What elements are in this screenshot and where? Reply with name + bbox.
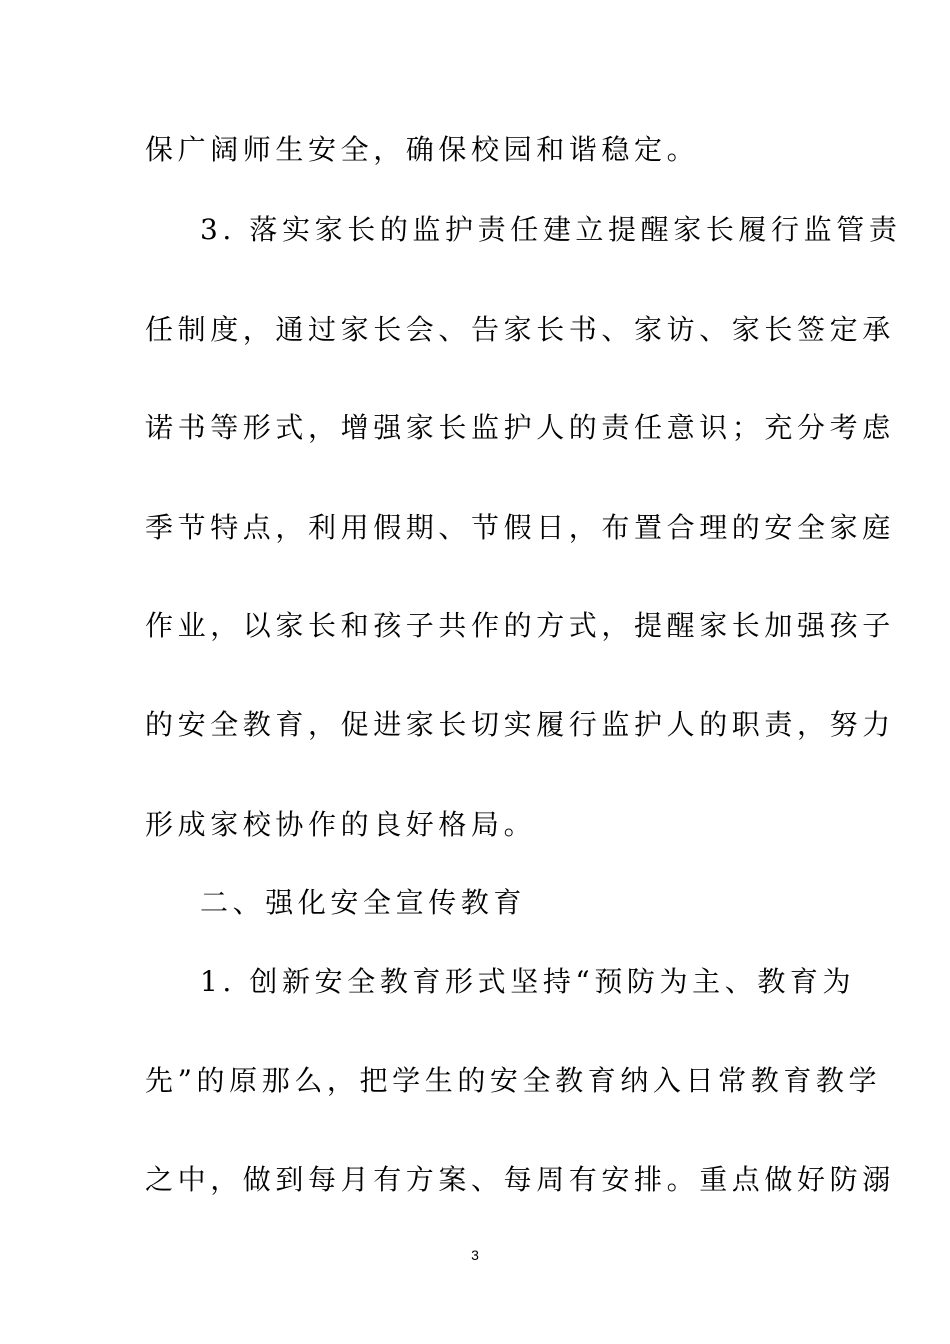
text-line: 形成家校协作的良好格局。 [145,808,537,841]
text-line: 作业，以家长和孩子共作的方式，提醒家长加强孩子 [145,609,895,642]
text-line: 之中，做到每月有方案、每周有安排。重点做好防溺 [145,1163,895,1196]
text-line: 1. 创新安全教育形式坚持“预防为主、教育为 [200,965,856,998]
text-line: 任制度，通过家长会、告家长书、家访、家长签定承 [145,313,895,346]
text-line: 3. 落实家长的监护责任建立提醒家长履行监管责 [200,213,902,246]
text-line: 保广阔师生安全，确保校园和谐稳定。 [145,133,700,166]
text-line: 先”的原那么，把学生的安全教育纳入日常教育教学 [145,1064,882,1097]
page-number: 3 [471,1247,479,1263]
text-line: 季节特点，利用假期、节假日，布置合理的安全家庭 [145,511,895,544]
text-line: 的安全教育，促进家长切实履行监护人的职责，努力 [145,708,895,741]
text-line: 诺书等形式，增强家长监护人的责任意识；充分考虑 [145,411,895,444]
section-heading: 二、强化安全宣传教育 [200,886,527,919]
